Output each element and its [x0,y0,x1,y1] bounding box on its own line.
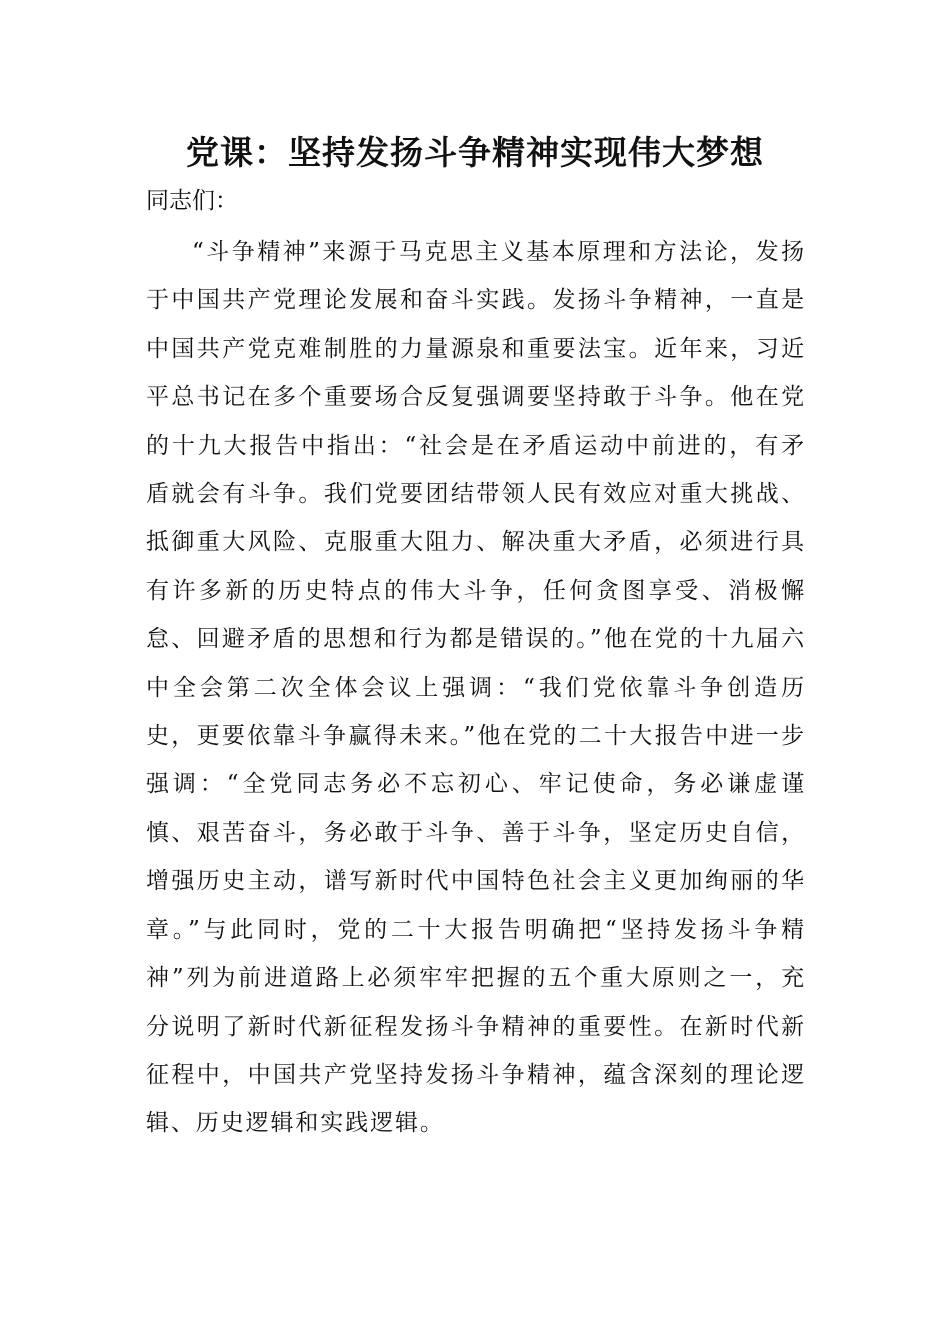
body-paragraph: “斗争精神”来源于马克思主义基本原理和方法论，发扬于中国共产党理论发展和奋斗实践。发扬斗争精神，一直是中国共产党克难制胜的力量源泉和重要法宝。近年来，习近平总书记在多个重要场合反复强调要坚持敢于斗争。他在党的十九大报告中指出：“社会是在矛盾运动中前进的，有矛盾就会有斗争。我们党要团结带领人民有效应对重大挑战、抵御重大风险、克服重大阻力、解决重大矛盾，必须进行具有许多新的历史特点的伟大斗争，任何贪图享受、消极懈怠、回避矛盾的思想和行为都是错误的。”他在党的十九届六中全会第二次全体会议上强调：“我们党依靠斗争创造历史，更要依靠斗争赢得未来。”他在党的二十大报告中进一步强调：“全党同志务必不忘初心、牢记使命，务必谦虚谨慎、艰苦奋斗，务必敢于斗争、善于斗争，坚定历史自信，增强历史主动，谱写新时代中国特色社会主义更加绚丽的华章。”与此同时，党的二十大报告明确把“坚持发扬斗争精神”列为前进道路上必须牢牢把握的五个重大原则之一，充分说明了新时代新征程发扬斗争精神的重要性。在新时代新征程中，中国共产党坚持发扬斗争精神，蕴含深刻的理论逻辑、历史逻辑和实践逻辑。 [146,239,806,1137]
salutation: 同志们： [146,188,238,214]
document-title: 党课：坚持发扬斗争精神实现伟大梦想 [186,133,764,172]
